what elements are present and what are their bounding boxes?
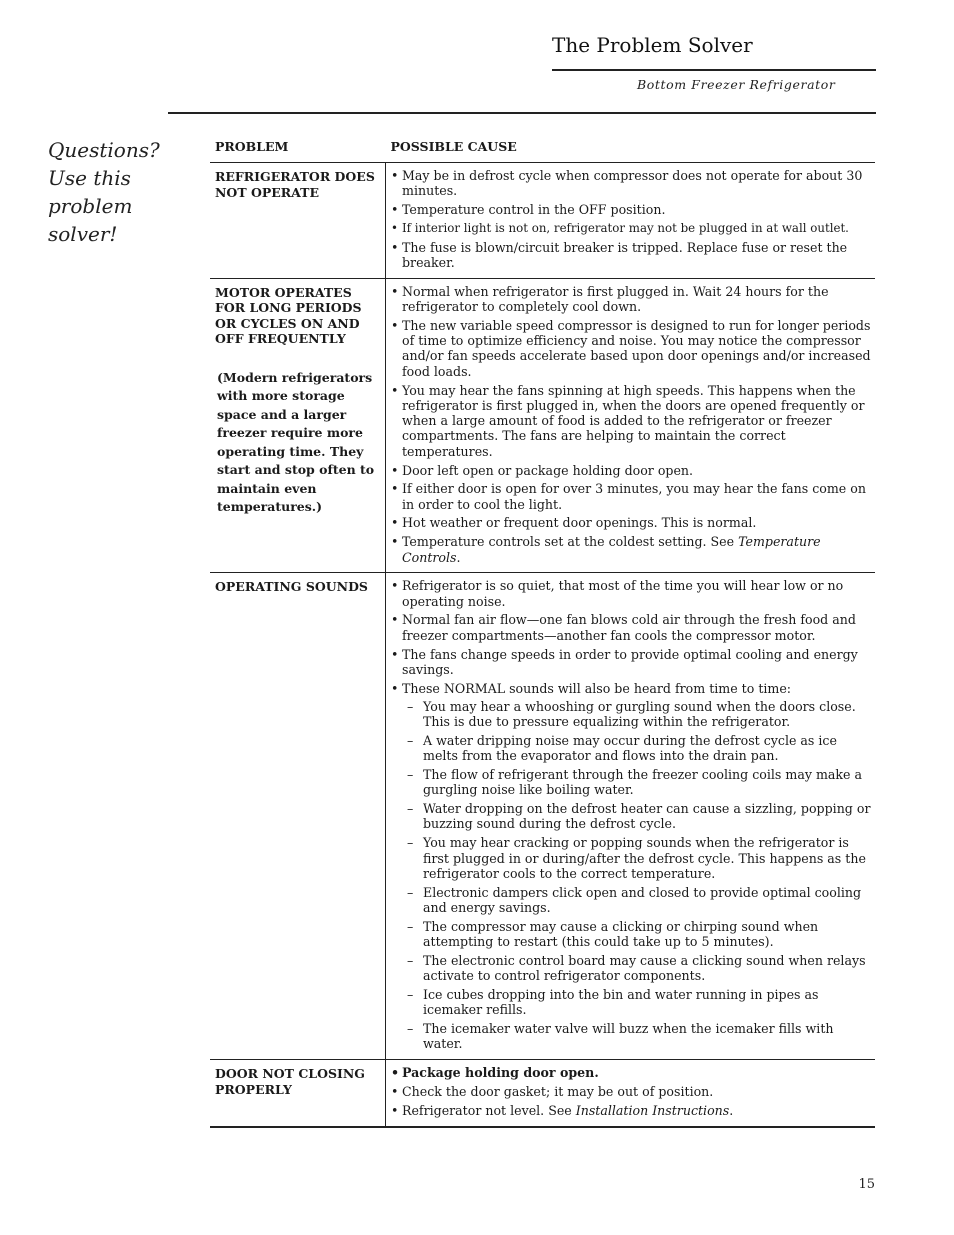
header-divider — [552, 69, 876, 71]
problem-title: REFRIGERATOR DOES NOT OPERATE — [215, 169, 375, 200]
sidebar-heading — [48, 136, 178, 248]
cause-item: • Normal fan air flow—one fan blows cold air through the fresh food and freezer compartments—another fan cools the compressor motor. — [391, 612, 875, 643]
cause-list — [391, 578, 875, 1051]
cause-item: • The fans change speeds in order to provide optimal cooling and energy savings. — [391, 647, 875, 678]
table-row — [210, 163, 875, 279]
cause-item: • May be in defrost cycle when compressor does not operate for about 30 minutes. — [391, 168, 875, 199]
sound-item: – The electronic control board may cause a clicking sound when relays activate to control refrigerator components. — [402, 953, 875, 984]
problem-title: OPERATING SOUNDS — [215, 579, 368, 595]
page-title: The Problem Solver — [552, 33, 753, 57]
cause-item: • Package holding door open. — [391, 1065, 875, 1080]
cause-cell — [386, 278, 876, 573]
cause-item: • Temperature control in the OFF position. — [391, 202, 875, 217]
cause-item — [391, 1103, 875, 1118]
sidebar-line: Questions? — [48, 138, 160, 162]
column-header-problem: PROBLEM — [210, 136, 386, 163]
cause-text-end: . — [456, 549, 461, 565]
cause-text-end: . — [729, 1102, 734, 1118]
problem-cell — [210, 573, 386, 1060]
table-row — [210, 1060, 875, 1127]
problem-title: DOOR NOT CLOSING PROPERLY — [215, 1066, 365, 1097]
cause-reference: Temperature Controls — [402, 534, 821, 565]
sound-item: – Water dropping on the defrost heater can cause a sizzling, popping or buzzing sound during the defrost cycle. — [402, 801, 875, 832]
cause-item: • The fuse is blown/circuit breaker is tripped. Replace fuse or reset the breaker. — [391, 240, 875, 271]
cause-item: • Refrigerator is so quiet, that most of the time you will hear low or no operating noise. — [391, 578, 875, 609]
cause-item: • If either door is open for over 3 minutes, you may hear the fans come on in order to cool the light. — [391, 481, 875, 512]
column-header-cause: POSSIBLE CAUSE — [386, 136, 876, 163]
problem-title: MOTOR OPERATES FOR LONG PERIODS OR CYCLES ON AND OFF FREQUENTLY — [215, 284, 362, 347]
table-row — [210, 278, 875, 573]
cause-cell — [386, 1060, 876, 1127]
problem-cell — [210, 278, 386, 573]
problem-cell — [210, 163, 386, 279]
sidebar-line: solver! — [48, 222, 118, 246]
cause-reference: Installation Instructions — [575, 1102, 730, 1118]
sound-item: – A water dripping noise may occur during the defrost cycle as ice melts from the evaporator and flows into the drain pan. — [402, 733, 875, 764]
table-row — [210, 573, 875, 1060]
page-number: 15 — [858, 1177, 875, 1192]
cause-cell — [386, 163, 876, 279]
sound-item: – The icemaker water valve will buzz when the icemaker fills with water. — [402, 1021, 875, 1052]
cause-item: • Normal when refrigerator is first plugged in. Wait 24 hours for the refrigerator to completely cool down. — [391, 284, 875, 315]
sidebar-line: Use this — [48, 166, 131, 190]
cause-list — [391, 1065, 875, 1118]
cause-text: Refrigerator not level. See — [402, 1102, 576, 1118]
cause-item: • You may hear the fans spinning at high speeds. This happens when the refrigerator is first plugged in, when the doors are opened frequently or when a large amount of food is added to the refrigerator or freezer compartments. The fans are helping to maintain the correct temperatures. — [391, 383, 875, 459]
section-divider — [168, 112, 876, 114]
cause-list — [391, 284, 875, 565]
sound-item: – You may hear a whooshing or gurgling sound when the doors close. This is due to pressure equalizing within the refrigerator. — [402, 699, 875, 730]
sound-item: – The compressor may cause a clicking or chirping sound when attempting to restart (this could take up to 5 minutes). — [402, 919, 875, 950]
cause-item: • If interior light is not on, refrigerator may not be plugged in at wall outlet. — [391, 221, 875, 236]
table-header-row — [210, 136, 875, 163]
sidebar-line: problem — [48, 194, 133, 218]
sound-item: – You may hear cracking or popping sounds when the refrigerator is first plugged in or during/after the defrost cycle. This happens as the refrigerator cools to the correct temperature. — [402, 835, 875, 881]
cause-item — [391, 534, 875, 565]
page-subtitle: Bottom Freezer Refrigerator — [637, 77, 836, 92]
cause-text: Temperature controls set at the coldest setting. See — [402, 534, 739, 550]
problem-solver-table — [210, 136, 875, 1128]
cause-list — [391, 168, 875, 270]
cause-item: • Check the door gasket; it may be out of position. — [391, 1084, 875, 1099]
sound-item: – Ice cubes dropping into the bin and water running in pipes as icemaker refills. — [402, 987, 875, 1018]
sound-item: – Electronic dampers click open and closed to provide optimal cooling and energy savings. — [402, 885, 875, 916]
problem-note: (Modern refrigerators with more storage space and a larger freezer require more operating time. They start and stop often to maintain even temperatures.) — [217, 369, 375, 515]
cause-item: • Door left open or package holding door open. — [391, 463, 875, 478]
cause-item — [391, 681, 875, 1052]
cause-text: These NORMAL sounds will also be heard from time to time: — [402, 680, 792, 696]
sound-item: – The flow of refrigerant through the freezer cooling coils may make a gurgling noise like boiling water. — [402, 767, 875, 798]
cause-item: • The new variable speed compressor is designed to run for longer periods of time to optimize efficiency and noise. You may notice the compressor and/or fan speeds accelerate based upon door openings and/or increased food loads. — [391, 318, 875, 379]
cause-cell — [386, 573, 876, 1060]
cause-item: • Hot weather or frequent door openings. This is normal. — [391, 515, 875, 530]
problem-cell — [210, 1060, 386, 1127]
sound-list — [402, 699, 875, 1052]
